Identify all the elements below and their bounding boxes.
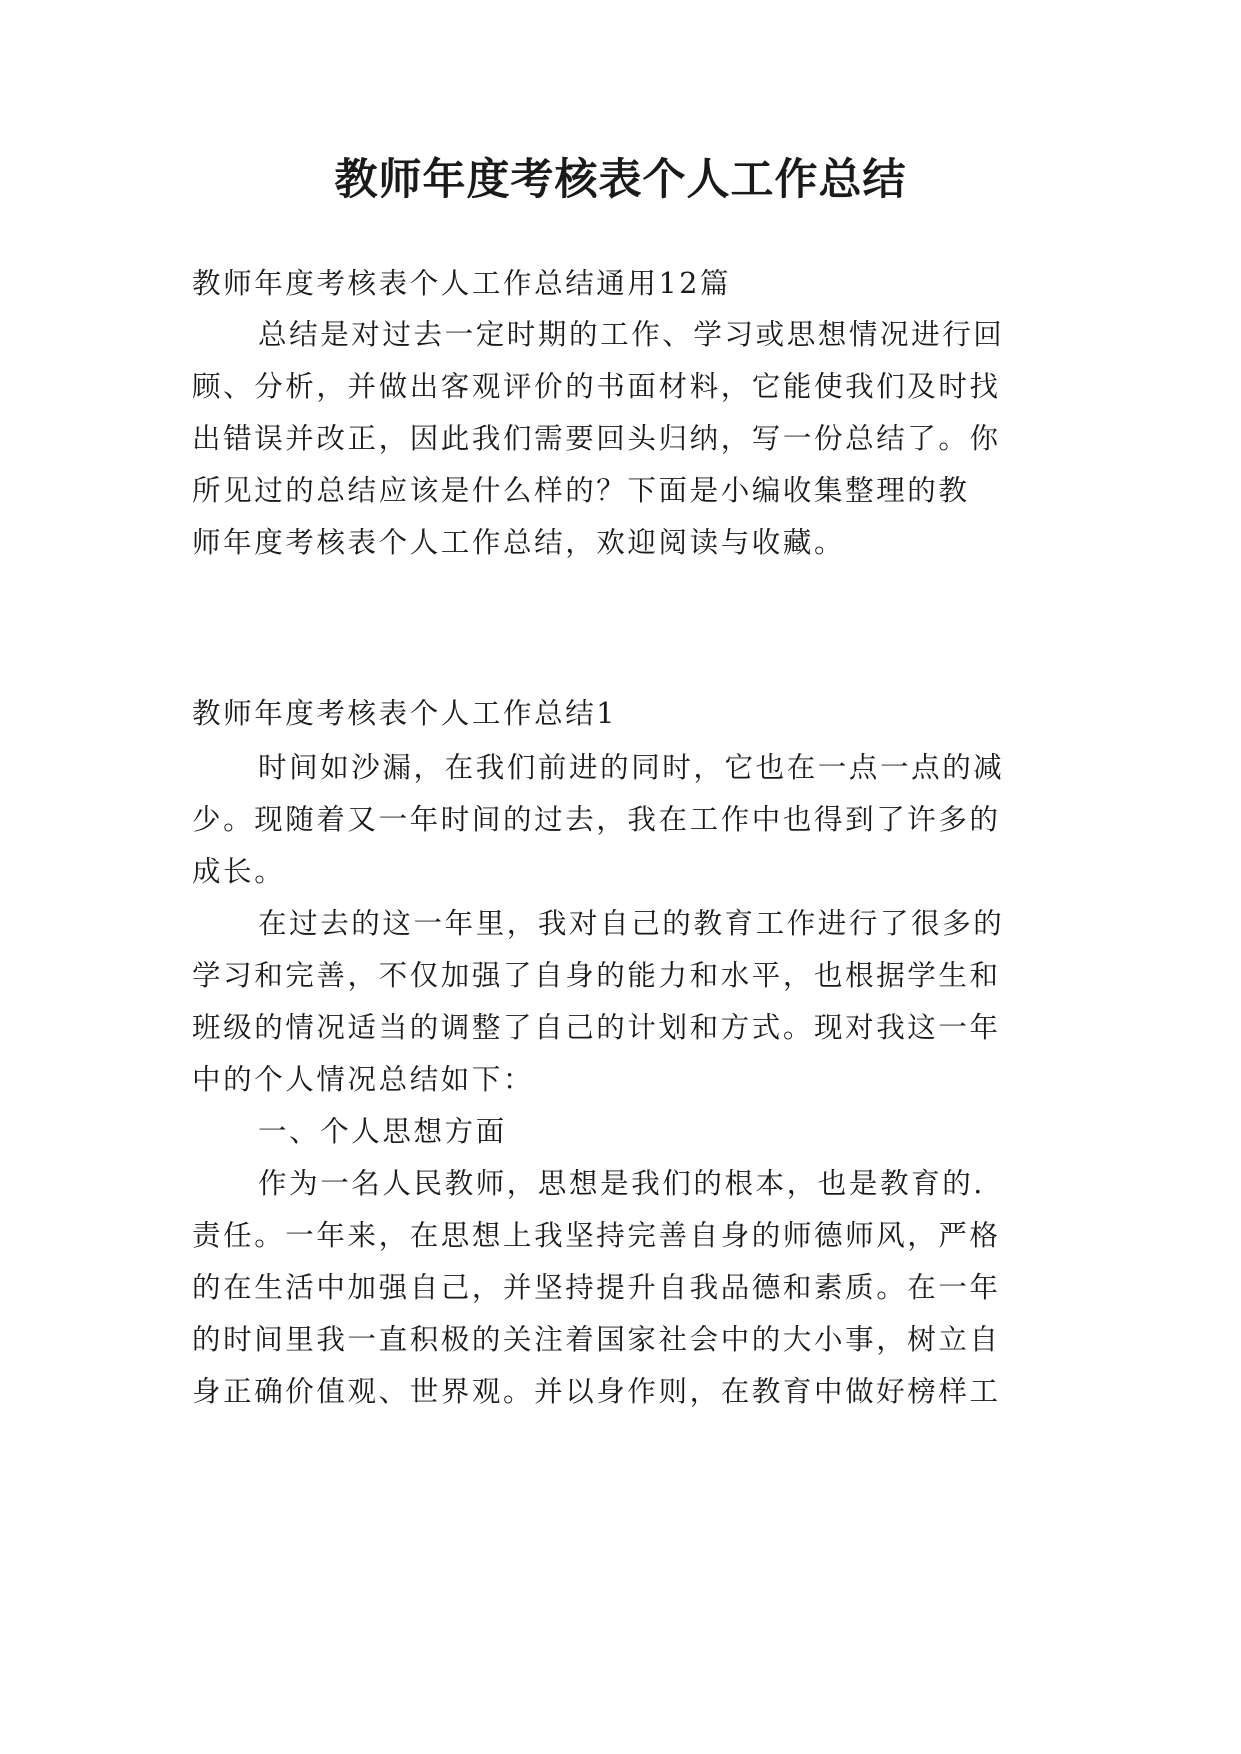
intro-paragraph-line: 所见过的总结应该是什么样的？下面是小编收集整理的教 [192,474,970,507]
paragraph-line: 身正确价值观、世界观。并以身作则，在教育中做好榜样工 [192,1375,1001,1408]
paragraph-line: 时间如沙漏，在我们前进的同时，它也在一点一点的减 [258,751,1005,784]
paragraph-line: 的在生活中加强自己，并坚持提升自我品德和素质。在一年 [192,1271,1001,1304]
paragraph-line: 责任。一年来，在思想上我坚持完善自身的师德师风，严格 [192,1219,1001,1252]
intro-paragraph-line: 师年度考核表个人工作总结，欢迎阅读与收藏。 [192,526,846,559]
paragraph-line: 作为一名人民教师，思想是我们的根本，也是教育的. [258,1167,985,1200]
paragraph-line: 学习和完善，不仅加强了自身的能力和水平，也根据学生和 [192,959,1001,992]
paragraph-line: 中的个人情况总结如下： [192,1063,535,1096]
paragraph-line: 的时间里我一直积极的关注着国家社会中的大小事，树立自 [192,1323,1001,1356]
section-heading: 教师年度考核表个人工作总结1 [192,697,618,730]
paragraph-line: 成长。 [192,855,286,888]
paragraph-line: 在过去的这一年里，我对自己的教育工作进行了很多的 [258,907,1005,940]
document-title: 教师年度考核表个人工作总结 [334,155,907,205]
paragraph-line: 班级的情况适当的调整了自己的计划和方式。现对我这一年 [192,1011,1001,1044]
paragraph-line: 少。现随着又一年时间的过去，我在工作中也得到了许多的 [192,803,1001,836]
intro-paragraph-line: 顾、分析，并做出客观评价的书面材料，它能使我们及时找 [192,370,1001,403]
subtitle-line: 教师年度考核表个人工作总结通用12篇 [192,267,732,300]
subsection-heading: 一、个人思想方面 [258,1115,507,1148]
document-body [192,256,1058,1536]
intro-paragraph-line: 出错误并改正，因此我们需要回头归纳，写一份总结了。你 [192,422,1001,455]
intro-paragraph-line: 总结是对过去一定时期的工作、学习或思想情况进行回 [258,318,1005,351]
